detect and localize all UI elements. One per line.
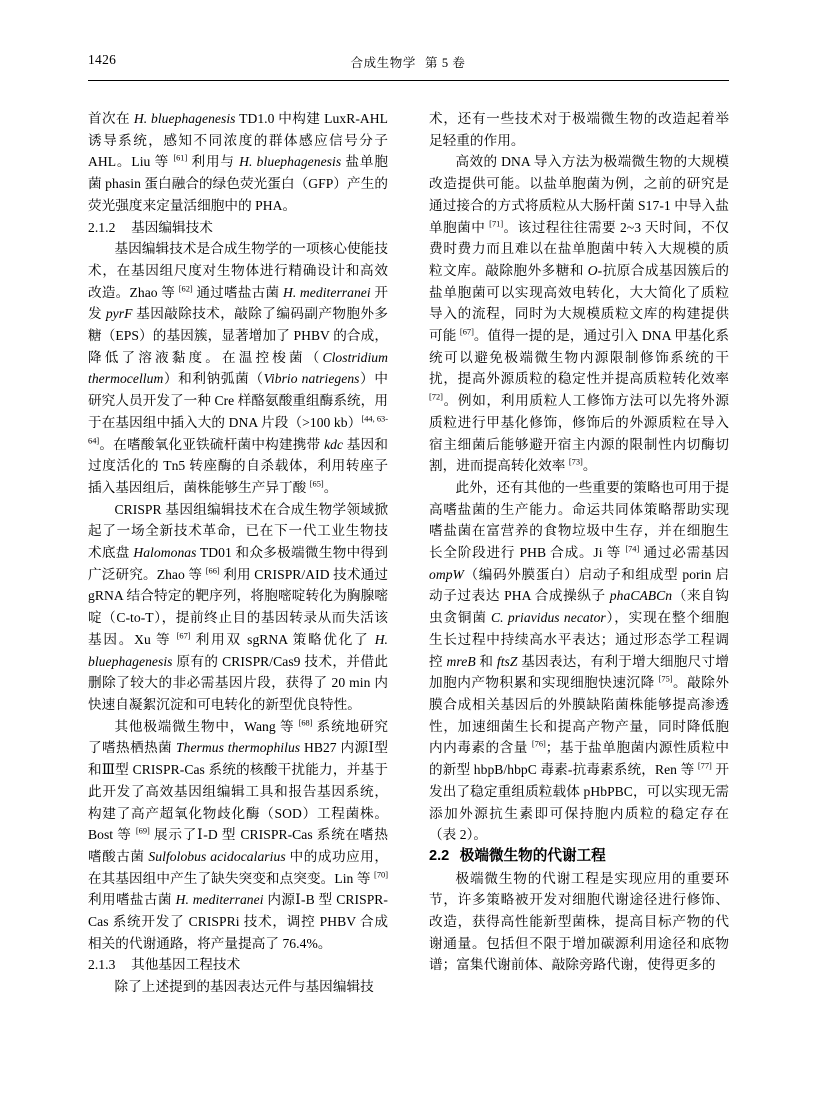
heading-2-1-3-text: 其他基因工程技术 — [131, 957, 241, 973]
paragraph-strategies-halophile: 此外，还有其他的一些重要的策略也可用于提高嗜盐菌的生产能力。命运共同体策略帮助实现嗜盐菌在富营养的食物垃圾中生存，并在细胞生长全阶段进行 PHB 合成。Ji 等 [74] 通过必需基因 ompW（编码外膜蛋白）启动子和组成型 porin 启动子过表达 PHA 合成操纵子 phaCABCn（来自钩虫贪铜菌 C. priavidus necator），实现在整个细胞生长过程中持续高水平表达；通过形态学工程调控 mreB 和 ftsZ 基因表达，有利于增大细胞尺寸增加胞内产物积累和实现细胞快速沉降 [75]。敲除外膜合成相关基因后的外膜缺陷菌株能够提高渗透性，加速细菌生长和提高产物产量，同时降低胞内内毒素的含量 [76]；基于盐单胞菌内源性质粒中的新型 hbpB/hbpC 毒素-抗毒素系统，Ren 等 [77] 开发出了稳定重组质粒载体 pHbPBC，可以实现无需添加外源抗生素即可保持胞内质粒的稳定存在（表 2）。 — [429, 479, 730, 843]
paragraph-crispr-revolution: CRISPR 基因组编辑技术在合成生物学领域掀起了一场全新技术革命，已在下一代工业生物技术底盘 Halomonas TD01 和众多极端微生物中得到广泛研究。Zhao 等 [66] 利用 CRISPR/AID 技术通过 gRNA 结合特定的靶序列，将胞嘧啶转化为胸腺嘧啶（C-to-T），提前终止目的基因转录从而失活该基因。Xu 等 [67] 利用双 sgRNA 策略优化了 H. bluephagenesis 原有的 CRISPR/Cas9 技术，并借此删除了较大的非必需基因片段，获得了 20 min 内快速自凝絮沉淀和可电转化的新型优良特性。 — [88, 501, 389, 712]
journal-title-line — [88, 53, 728, 71]
heading-2-1-2-number: 2.1.2 — [88, 219, 116, 235]
heading-2-1-2-text: 基因编辑技术 — [131, 219, 213, 235]
heading-2-2-number: 2.2 — [429, 847, 450, 864]
paragraph-other-techniques-cont: 术，还有一些技术对于极端微生物的改造起着举足轻重的作用。 — [429, 111, 729, 148]
paragraph-luxr-ahl: 首次在 H. bluephagenesis TD1.0 中构建 LuxR-AHL 诱导系统，感知不同浓度的群体感应信号分子 AHL。Liu 等 [61] 利用与 H. bluephagenesis 盐单胞菌 phasin 蛋白融合的绿色荧光蛋白（GFP）产生的荧光强度来定量活细胞中的 PHA。 — [88, 111, 388, 213]
running-head — [88, 52, 728, 78]
heading-2-1-3 — [88, 954, 388, 976]
paragraph-other-extremophiles: 其他极端微生物中，Wang 等 [68] 系统地研究了嗜热栖热菌 Thermus thermophilus HB27 内源Ⅰ型和Ⅲ型 CRISPR-Cas 系统的核酸干扰能力，并基于此开发了高效基因组编辑工具和报告基因系统，构建了高产超氧化物歧化酶（SOD）工程菌株。Bost 等 [69] 展示了Ⅰ-D 型 CRISPR-Cas 系统在嗜热嗜酸古菌 Sulfolobus acidocalarius 中的成功应用，在其基因组中产生了缺失突变和点突变。Lin 等 [70] 利用嗜盐古菌 H. mediterranei 内源Ⅰ-B 型 CRISPR-Cas 系统开发了 CRISPRi 技术，调控 PHBV 合成相关的代谢通路，将产量提高了 76.4%。 — [88, 718, 388, 951]
paragraph-other-techniques-start: 除了上述提到的基因表达元件与基因编辑技 — [114, 979, 374, 995]
heading-2-1-3-number: 2.1.3 — [88, 957, 116, 973]
page-folio: 1426 — [88, 52, 117, 67]
heading-2-2 — [429, 846, 729, 868]
paragraph-dna-delivery: 高效的 DNA 导入方法为极端微生物的大规模改造提供可能。以盐单胞菌为例，之前的研究是通过接合的方式将质粒从大肠杆菌 S17-1 中导入盐单胞菌中 [71]。该过程往往需要 2~3 天时间，不仅费时费力而且难以在盐单胞菌中转入大规模的质粒文库。敲除胞外多糖和 O-抗原合成基因簇后的盐单胞菌可以实现高效电转化，大大简化了质粒导入的流程，同时为大规模质粒文库的构建提供可能 [67]。值得一提的是，通过引入 DNA 甲基化系统可以避免极端微生物内源限制修饰系统的干扰，提高外源质粒的稳定性并提高质粒转化效率 [72]。例如，利用质粒人工修饰方法可以先将外源质粒进行甲基化修饰，修饰后的外源质粒在导入宿主细菌后能够避开宿主内源的限制性内切酶切割，进而提高转化效率 [73]。 — [429, 154, 729, 474]
paragraph-metabolic-engineering: 极端微生物的代谢工程是实现应用的重要环节，许多策略被开发对细胞代谢途径进行修饰、改造，获得高性能新型菌株，提高目标产物的代谢通量。包括但不限于增加碳源利用途径和底物谱；富集代谢前体、敲除旁路代谢，使得更多的 — [429, 870, 729, 973]
header-rule — [88, 80, 729, 81]
right-column — [429, 108, 729, 976]
heading-2-2-text: 极端微生物的代谢工程 — [459, 847, 606, 864]
journal-name: 合成生物学 — [350, 56, 416, 70]
paragraph-gene-editing: 基因编辑技术是合成生物学的一项核心使能技术，在基因组尺度对生物体进行精确设计和高效改造。Zhao 等 [62] 通过嗜盐古菌 H. mediterranei 开发 pyrF 基因敲除技术，敲除了编码副产物胞外多糖（EPS）的基因簇，显著增加了 PHBV 的合成，降低了溶液黏度。在温控梭菌（Clostridium thermocellum）和利钠弧菌（Vibrio natriegens）中研究人员开发了一种 Cre 样酪氨酸重组酶系统，用于在基因组中插入大的 DNA 片段（>100 kb）[44, 63-64]。在嗜酸氧化亚铁硫杆菌中构建携带 kdc 基因和过度活化的 Tn5 转座酶的自杀载体，利用转座子插入基因组后，菌株能够生产异丁酸 [65]。 — [88, 241, 389, 495]
left-column — [88, 108, 388, 998]
journal-volume: 第 5 卷 — [425, 56, 466, 70]
heading-2-1-2 — [88, 217, 388, 239]
